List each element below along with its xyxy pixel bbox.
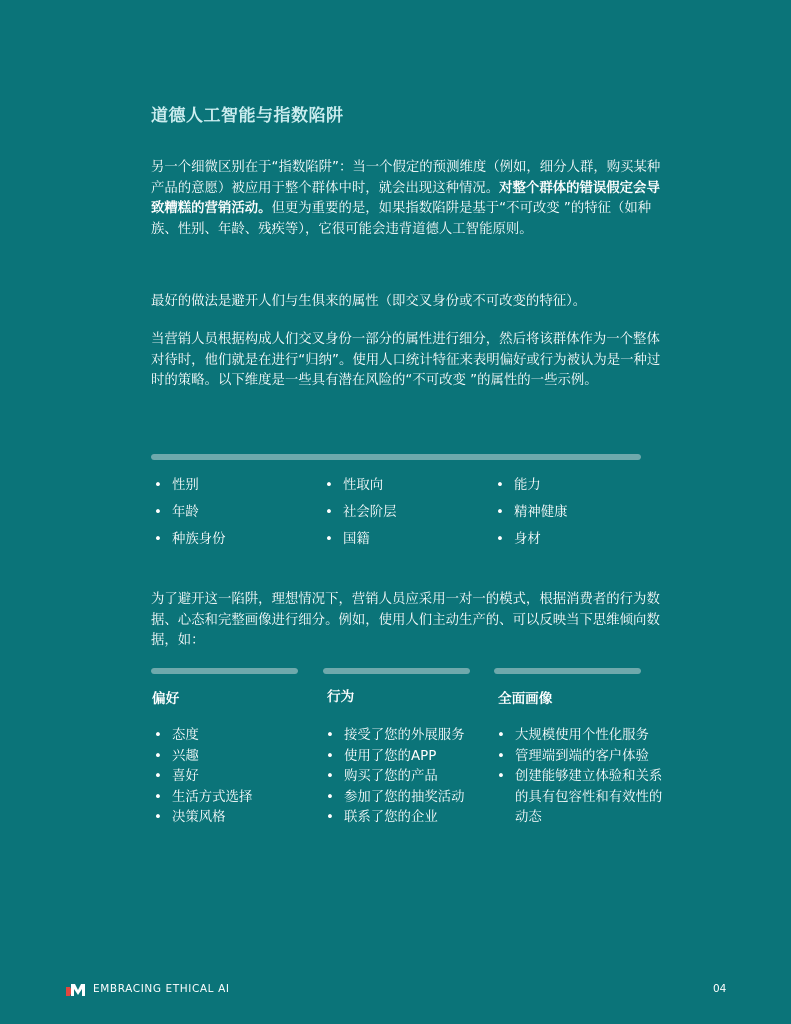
column-heading-full-profile: 全面画像 bbox=[498, 691, 553, 707]
list-item: • 购买了您的产品 bbox=[324, 767, 504, 788]
list-item: • 喜好 bbox=[152, 767, 332, 788]
list-item: • 性别 bbox=[152, 472, 312, 499]
list-item: • 性取向 bbox=[323, 472, 483, 499]
attribute-list bbox=[494, 472, 654, 553]
list-item: • 能力 bbox=[494, 472, 654, 499]
list-item: • 生活方式选择 bbox=[152, 788, 332, 809]
list-item: • 管理端到端的客户体验 bbox=[495, 747, 673, 768]
list-item: • 兴趣 bbox=[152, 747, 332, 768]
list-item: • 态度 bbox=[152, 726, 332, 747]
list-item: • 种族身份 bbox=[152, 526, 312, 553]
column-heading-preferences: 偏好 bbox=[152, 691, 180, 707]
attribute-list bbox=[323, 472, 483, 553]
paragraph-index-trap bbox=[151, 158, 661, 240]
footer-title: EMBRACING ETHICAL AI bbox=[93, 983, 230, 995]
list-item: • 接受了您的外展服务 bbox=[324, 726, 504, 747]
m-logo-icon bbox=[66, 984, 86, 996]
list-item: • 精神健康 bbox=[494, 499, 654, 526]
divider-bar bbox=[494, 668, 641, 674]
list-item: • 年龄 bbox=[152, 499, 312, 526]
divider-bar bbox=[323, 668, 470, 674]
paragraph-generalization: 当营销人员根据构成人们交叉身份一部分的属性进行细分，然后将该群体作为一个整体对待时，他们就是在进行“归纳”。使用人口统计特征来表明偏好或行为被认为是一种过时的策略。以下维度是一些具有潜在风险的“不可改变 ”的属性的一些示例。 bbox=[151, 332, 661, 388]
paragraph-text: 另一个细微区别在于“指数陷阱”：当一个假定的预测维度（例如，细分人群，购买某种产品的意愿）被应用于整个群体中时，就会出现这种情况。 bbox=[151, 160, 661, 196]
bold-statement: 对整个群体的错误假定会导致糟糕的营销活动。 bbox=[151, 180, 660, 216]
paragraph-one-to-one: 为了避开这一陷阱，理想情况下，营销人员应采用一对一的模式，根据消费者的行为数据、心态和完整画像进行细分。例如，使用人们主动生产的、可以反映当下思维倾向数据，如： bbox=[151, 592, 660, 648]
list-item: • 创建能够建立体验和关系的具有包容性和有效性的动态 bbox=[495, 767, 673, 829]
paragraph-best-practice: 最好的做法是避开人们与生俱来的属性（即交叉身份或不可改变的特征）。 bbox=[151, 294, 587, 309]
list-item: • 身材 bbox=[494, 526, 654, 553]
list-item: • 决策风格 bbox=[152, 808, 332, 829]
list-item: • 社会阶层 bbox=[323, 499, 483, 526]
list-item: • 国籍 bbox=[323, 526, 483, 553]
preferences-list bbox=[152, 726, 332, 829]
full-profile-list bbox=[495, 726, 673, 829]
list-item: • 使用了您的APP bbox=[324, 747, 504, 768]
divider-bar bbox=[151, 454, 641, 460]
divider-bar bbox=[151, 668, 298, 674]
paragraph-text: 但更为重要的是，如果指数陷阱是基于“不可改变 ”的特征（如种族、性别、年龄、残疾等），它很可能会违背道德人工智能原则。 bbox=[151, 201, 652, 237]
list-item: • 联系了您的企业 bbox=[324, 808, 504, 829]
list-item: • 大规模使用个性化服务 bbox=[495, 726, 673, 747]
section-title: 道德人工智能与指数陷阱 bbox=[151, 106, 344, 126]
column-heading-behavior: 行为 bbox=[327, 689, 355, 705]
page-number: 04 bbox=[713, 983, 727, 995]
list-item: • 参加了您的抽奖活动 bbox=[324, 788, 504, 809]
behavior-list bbox=[324, 726, 504, 829]
attribute-list bbox=[152, 472, 312, 553]
